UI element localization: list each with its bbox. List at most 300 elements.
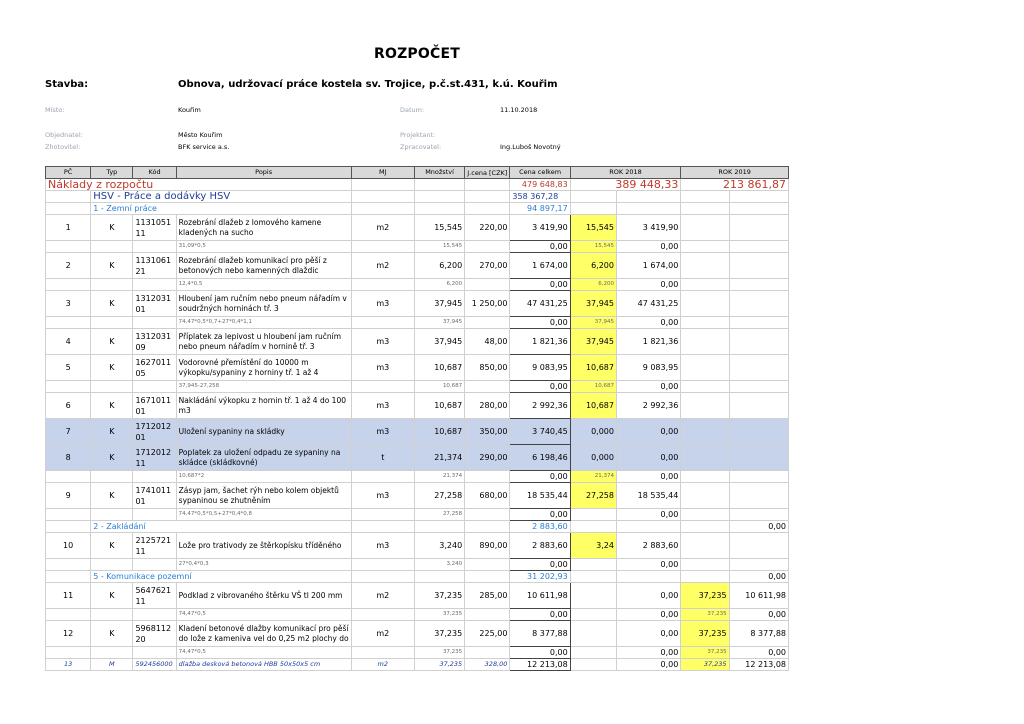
cell-2018-cena: 3 419,90 [616,215,680,241]
formula-cena: 0,00 [510,317,570,329]
formula-2018-qty: 37,945 [570,317,616,329]
table-cell [46,509,91,521]
table-cell [465,647,510,659]
formula-text: 74,47*0,5*0,7+27*0,4*1,1 [176,317,351,329]
cell-kod: 171201211 [133,445,176,471]
formula-cena: 0,00 [510,559,570,571]
formula-mnozstvi: 27,258 [414,509,464,521]
cell-2019-qty [681,483,729,509]
table-cell [133,471,176,483]
cell-cena: 18 535,44 [510,483,570,509]
table-row [46,445,789,471]
hsv-total: 358 367,28 [510,191,570,203]
cell-kod: 592456000 [133,659,176,671]
table-cell [414,571,464,583]
cell-pc: 7 [46,419,91,445]
formula-cena: 0,00 [510,509,570,521]
naklady-total: 479 648,83 [510,179,570,191]
cell-typ: K [91,533,133,559]
formula-2019-cena [729,381,788,393]
table-cell [91,381,133,393]
cell-mnozstvi: 37,235 [414,659,464,671]
formula-2018-cena: 0,00 [616,471,680,483]
formula-cena: 0,00 [510,471,570,483]
table-row [46,483,789,509]
formula-2019-qty: 37,235 [681,647,729,659]
formula-mnozstvi: 6,200 [414,279,464,291]
table-cell [351,203,414,215]
table-cell [91,241,133,253]
formula-2018-cena: 0,00 [616,647,680,659]
cell-mnozstvi: 10,687 [414,393,464,419]
cell-2018-qty: 15,545 [570,215,616,241]
formula-2019-qty [681,279,729,291]
table-cell [351,509,414,521]
table-cell [465,521,510,533]
cell-kod: 113106121 [133,253,176,279]
table-cell [465,609,510,621]
zhotovitel-value: BFK service a.s. [178,143,230,151]
formula-cena: 0,00 [510,609,570,621]
cell-2018-cena: 1 674,00 [616,253,680,279]
cell-2019-qty [681,215,729,241]
formula-mnozstvi: 37,235 [414,647,464,659]
cell-mj: m3 [351,533,414,559]
cell-2018-cena: 2 992,36 [616,393,680,419]
formula-2019-cena [729,317,788,329]
formula-mnozstvi: 10,687 [414,381,464,393]
table-cell [570,571,616,583]
formula-2018-cena: 0,00 [616,241,680,253]
table-cell [465,317,510,329]
cell-jcena: 890,00 [465,533,510,559]
cell-cena: 3 419,90 [510,215,570,241]
formula-mnozstvi: 3,240 [414,559,464,571]
cell-2019-qty: 37,235 [681,659,729,671]
section-total: 94 897,17 [510,203,570,215]
cell-cena: 12 213,08 [510,659,570,671]
cell-popis: Hloubení jam ručním nebo pneum nářadím v soudržných horninách tř. 3 [176,291,351,317]
cell-pc: 12 [46,621,91,647]
col-mj: MJ [351,167,414,179]
cell-mj: m3 [351,329,414,355]
section-row [46,571,789,583]
table-cell [133,381,176,393]
formula-cena: 0,00 [510,279,570,291]
col-jcena: J.cena [CZK] [465,167,510,179]
section-2019: 0,00 [729,571,788,583]
cell-kod: 167101101 [133,393,176,419]
cell-typ: K [91,419,133,445]
cell-typ: K [91,291,133,317]
cell-popis: Lože pro trativody ze štěrkopísku tříděného [176,533,351,559]
cell-2019-qty [681,533,729,559]
formula-2019-qty [681,559,729,571]
cell-2018-cena: 18 535,44 [616,483,680,509]
formula-2019-cena [729,509,788,521]
formula-2018-qty: 10,687 [570,381,616,393]
table-cell [46,381,91,393]
formula-row [46,559,789,571]
cell-2019-cena [729,253,788,279]
formula-2018-qty: 6,200 [570,279,616,291]
cell-2019-cena [729,291,788,317]
datum-label: Datum: [400,106,425,114]
cell-2019-qty [681,393,729,419]
table-cell [465,241,510,253]
cell-2019-cena [729,215,788,241]
table-cell [351,279,414,291]
table-cell [46,521,91,533]
formula-2018-qty [570,559,616,571]
table-row [46,533,789,559]
formula-2018-cena: 0,00 [616,559,680,571]
objednatel-value: Město Kouřim [178,131,223,139]
datum-value: 11.10.2018 [500,106,538,114]
formula-text: 74,47*0,5 [176,609,351,621]
formula-cena: 0,00 [510,647,570,659]
cell-popis: Poplatek za uložení odpadu ze sypaniny na skládce (skládkovné) [176,445,351,471]
cell-mnozstvi: 3,240 [414,533,464,559]
cell-kod: 131203101 [133,291,176,317]
cell-2018-qty: 37,945 [570,291,616,317]
formula-text: 12,4*0,5 [176,279,351,291]
table-cell [616,571,680,583]
section-row [46,203,789,215]
cell-2018-qty: 27,258 [570,483,616,509]
table-cell [465,471,510,483]
budget-table [45,166,789,671]
formula-2019-cena [729,471,788,483]
cell-mj: t [351,445,414,471]
section-2019: 0,00 [729,521,788,533]
table-cell [465,571,510,583]
cell-2019-qty [681,329,729,355]
formula-2018-cena: 0,00 [616,609,680,621]
table-cell [414,203,464,215]
table-cell [729,203,788,215]
naklady-2019: 213 861,87 [681,179,789,191]
table-cell [570,521,616,533]
stavba-value: Obnova, udržovací práce kostela sv. Trojice, p.č.st.431, k.ú. Kouřim [178,79,558,90]
formula-2018-cena: 0,00 [616,509,680,521]
table-cell [351,609,414,621]
cell-typ: K [91,445,133,471]
cell-2019-qty: 37,235 [681,621,729,647]
col-typ: Typ [91,167,133,179]
cell-mj: m3 [351,393,414,419]
cell-jcena: 48,00 [465,329,510,355]
cell-popis: Vodorovné přemístění do 10000 m výkopku/sypaniny z horniny tř. 1 až 4 [176,355,351,381]
table-cell [351,317,414,329]
table-cell [46,241,91,253]
cell-kod: 212572111 [133,533,176,559]
table-cell [465,381,510,393]
cell-2018-cena: 47 431,25 [616,291,680,317]
table-cell [133,509,176,521]
table-cell [91,609,133,621]
table-cell [351,521,414,533]
table-row [46,355,789,381]
cell-jcena: 350,00 [465,419,510,445]
naklady-2018: 389 448,33 [570,179,681,191]
cell-mnozstvi: 37,945 [414,291,464,317]
cell-2019-cena [729,445,788,471]
cell-2018-cena: 1 821,36 [616,329,680,355]
formula-text: 10,687*2 [176,471,351,483]
zpracovatel-value: Ing.Luboš Novotný [500,143,561,151]
cell-pc: 11 [46,583,91,609]
table-cell [351,381,414,393]
table-cell [46,471,91,483]
misto-label: Místo: [45,106,65,114]
cell-kod: 162701105 [133,355,176,381]
cell-cena: 47 431,25 [510,291,570,317]
table-cell [681,203,729,215]
cell-mnozstvi: 6,200 [414,253,464,279]
formula-2018-cena: 0,00 [616,279,680,291]
table-cell [351,647,414,659]
table-cell [681,521,729,533]
zpracovatel-label: Zpracovatel: [400,143,442,151]
cell-cena: 3 740,45 [510,419,570,445]
table-row [46,215,789,241]
cell-popis: Rozebrání dlažeb komunikací pro pěší z betonových nebo kamenných dlaždic [176,253,351,279]
col-kod: Kód [133,167,176,179]
cell-mj: m3 [351,419,414,445]
formula-2019-cena [729,559,788,571]
cell-2018-qty [570,659,616,671]
cell-jcena: 225,00 [465,621,510,647]
hsv-label: HSV - Práce a dodávky HSV [91,191,351,203]
table-cell [133,609,176,621]
cell-mnozstvi: 27,258 [414,483,464,509]
cell-mj: m2 [351,253,414,279]
cell-mnozstvi: 10,687 [414,355,464,381]
cell-jcena: 270,00 [465,253,510,279]
formula-text: 74,47*0,5 [176,647,351,659]
table-cell [465,509,510,521]
formula-2019-qty [681,241,729,253]
cell-popis: dlažba desková betonová HBB 50x50x5 cm [176,659,351,671]
section-label: 2 - Zakládání [91,521,351,533]
cell-typ: K [91,329,133,355]
cell-mnozstvi: 37,945 [414,329,464,355]
formula-row [46,279,789,291]
formula-2019-qty: 37,235 [681,609,729,621]
cell-popis: Uložení sypaniny na skládky [176,419,351,445]
document-title: ROZPOČET [374,46,460,62]
section-label: 5 - Komunikace pozemní [91,571,351,583]
cell-cena: 8 377,88 [510,621,570,647]
misto-value: Kouřim [178,106,201,114]
formula-mnozstvi: 21,374 [414,471,464,483]
formula-text: 27*0,4*0,3 [176,559,351,571]
table-cell [46,279,91,291]
table-cell [46,203,91,215]
cell-2019-cena [729,419,788,445]
cell-mj: m3 [351,355,414,381]
cell-kod: 596811220 [133,621,176,647]
section-row [46,521,789,533]
formula-text: 74,47*0,5*0,5+27*0,4*0,8 [176,509,351,521]
table-row [46,621,789,647]
cell-kod: 174101101 [133,483,176,509]
cell-mnozstvi: 10,687 [414,419,464,445]
table-row [46,329,789,355]
table-row [46,393,789,419]
table-cell [91,647,133,659]
cell-2019-qty [681,291,729,317]
formula-row [46,241,789,253]
table-cell [351,241,414,253]
cell-pc: 1 [46,215,91,241]
cell-typ: K [91,215,133,241]
cell-2018-qty: 37,945 [570,329,616,355]
cell-typ: K [91,583,133,609]
formula-text: 31,09*0,5 [176,241,351,253]
cell-jcena: 220,00 [465,215,510,241]
table-cell [414,521,464,533]
table-cell [91,279,133,291]
table-cell [351,559,414,571]
cell-popis: Zásyp jam, šachet rýh nebo kolem objektů sypaninou se zhutněním [176,483,351,509]
cell-cena: 6 198,46 [510,445,570,471]
cell-2019-qty [681,253,729,279]
table-cell [133,241,176,253]
col-pc: PČ [46,167,91,179]
cell-jcena: 328,00 [465,659,510,671]
table-row [46,659,789,671]
cell-2019-cena: 12 213,08 [729,659,788,671]
cell-2018-qty: 3,24 [570,533,616,559]
zhotovitel-label: Zhotovitel: [45,143,81,151]
table-cell [133,317,176,329]
cell-mnozstvi: 21,374 [414,445,464,471]
table-cell [681,571,729,583]
cell-cena: 2 992,36 [510,393,570,419]
table-cell [46,571,91,583]
table-row [46,253,789,279]
hsv-row [46,191,789,203]
cell-typ: K [91,621,133,647]
table-row [46,291,789,317]
cell-kod: 113105111 [133,215,176,241]
cell-2019-qty [681,355,729,381]
table-header-row [46,167,789,179]
cell-2019-cena: 10 611,98 [729,583,788,609]
col-popis: Popis [176,167,351,179]
cell-popis: Příplatek za lepivost u hloubení jam ručním nebo pneum nářadím v hornině tř. 3 [176,329,351,355]
cell-mj: m2 [351,583,414,609]
cell-cena: 2 883,60 [510,533,570,559]
formula-cena: 0,00 [510,241,570,253]
section-total: 31 202,93 [510,571,570,583]
formula-row [46,317,789,329]
formula-row [46,471,789,483]
cell-popis: Kladení betonové dlažby komunikací pro pěší do lože z kameniva vel do 0,25 m2 plochy do [176,621,351,647]
cell-2018-qty [570,621,616,647]
formula-2018-qty: 21,374 [570,471,616,483]
cell-2019-cena [729,329,788,355]
cell-kod: 564762111 [133,583,176,609]
cell-pc: 4 [46,329,91,355]
cell-pc: 13 [46,659,91,671]
cell-2019-cena: 8 377,88 [729,621,788,647]
cell-kod: 171201201 [133,419,176,445]
cell-mj: m2 [351,621,414,647]
stavba-label: Stavba: [45,79,89,90]
cell-jcena: 850,00 [465,355,510,381]
formula-row [46,609,789,621]
cell-pc: 10 [46,533,91,559]
cell-mnozstvi: 15,545 [414,215,464,241]
cell-mj: m3 [351,291,414,317]
table-cell [133,279,176,291]
formula-2019-cena [729,279,788,291]
cell-pc: 8 [46,445,91,471]
cell-2018-qty [570,583,616,609]
formula-2018-cena: 0,00 [616,317,680,329]
cell-2019-cena [729,483,788,509]
table-cell [616,521,680,533]
col-mnozstvi: Množství [414,167,464,179]
cell-typ: K [91,355,133,381]
section-total: 2 883,60 [510,521,570,533]
formula-2019-qty [681,381,729,393]
cell-cena: 10 611,98 [510,583,570,609]
table-cell [46,559,91,571]
cell-mj: m3 [351,483,414,509]
cell-jcena: 280,00 [465,393,510,419]
formula-2018-cena: 0,00 [616,381,680,393]
cell-pc: 2 [46,253,91,279]
table-cell [46,647,91,659]
cell-2018-cena: 2 883,60 [616,533,680,559]
formula-2019-qty [681,471,729,483]
formula-2019-cena: 0,00 [729,609,788,621]
table-cell [351,471,414,483]
cell-mnozstvi: 37,235 [414,583,464,609]
formula-2019-qty [681,317,729,329]
cell-2018-qty: 10,687 [570,355,616,381]
formula-row [46,381,789,393]
table-cell [465,559,510,571]
cell-mj: m2 [351,215,414,241]
formula-2019-qty [681,509,729,521]
col-cena: Cena celkem [510,167,570,179]
cell-cena: 9 083,95 [510,355,570,381]
cell-2019-cena [729,533,788,559]
formula-2019-cena: 0,00 [729,647,788,659]
cell-pc: 9 [46,483,91,509]
cell-2018-qty: 6,200 [570,253,616,279]
cell-2018-cena: 0,00 [616,659,680,671]
cell-jcena: 290,00 [465,445,510,471]
table-cell [351,571,414,583]
cell-2018-cena: 0,00 [616,445,680,471]
table-cell [616,203,680,215]
cell-typ: M [91,659,133,671]
cell-cena: 1 821,36 [510,329,570,355]
cell-popis: Podklad z vibrovaného štěrku VŠ tl 200 mm [176,583,351,609]
cell-kod: 131203109 [133,329,176,355]
formula-2019-cena [729,241,788,253]
cell-popis: Nakládání výkopku z hornin tř. 1 až 4 do 100 m3 [176,393,351,419]
table-cell [465,203,510,215]
naklady-label: Náklady z rozpočtu [46,179,352,191]
cell-2019-cena [729,355,788,381]
